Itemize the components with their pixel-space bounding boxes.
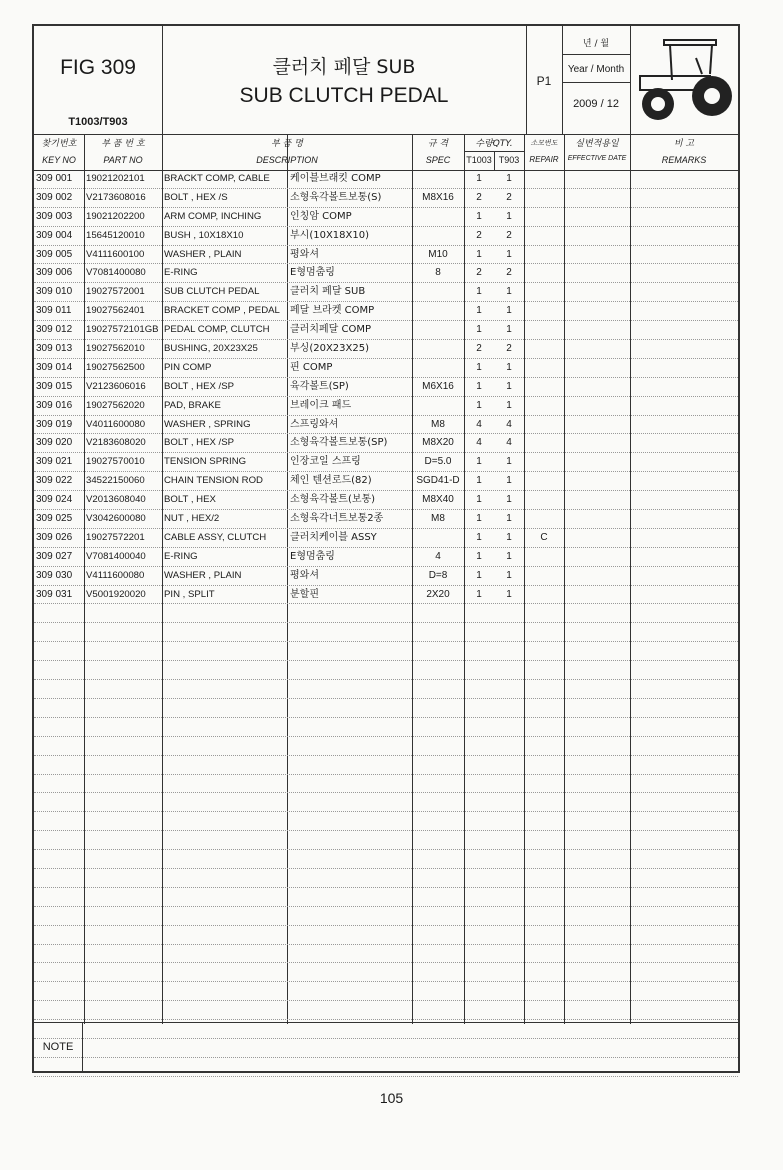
table-row: [34, 227, 738, 246]
title-korean: 클러치 페달 SUB: [272, 56, 416, 78]
cell-q2: 1: [506, 380, 512, 392]
cell-q2: 2: [506, 267, 512, 279]
cell-desc: SUB CLUTCH PEDAL: [164, 286, 260, 298]
cell-desc: BOLT , HEX: [164, 494, 216, 506]
cell-kor: 소형육각볼트보통(SP): [290, 437, 388, 449]
table-row: [34, 586, 738, 605]
cell-part: 19027572101GB: [86, 324, 159, 336]
cell-q1: 2: [476, 343, 482, 355]
figure-number: FIG 309: [60, 56, 136, 79]
cell-part: 19027562401: [86, 305, 145, 317]
cell-q2: 1: [506, 494, 512, 506]
header-description: DESCRIPTION: [256, 155, 318, 165]
cell-key: 309 019: [36, 418, 73, 430]
cell-spec: SGD41-D: [416, 475, 460, 487]
table-row: [34, 397, 738, 416]
table-row: [34, 321, 738, 340]
cell-desc: WASHER , PLAIN: [164, 248, 242, 260]
table-row: [34, 510, 738, 529]
cell-q2: 2: [506, 229, 512, 241]
cell-part: V2173608016: [86, 191, 146, 203]
cell-desc: BUSHING, 20X23X25: [164, 343, 258, 355]
cell-key: 309 025: [36, 513, 73, 525]
cell-q1: 1: [476, 456, 482, 468]
cell-key: 309 022: [36, 475, 73, 487]
table-row: [34, 963, 738, 982]
table-row: [34, 756, 738, 775]
cell-part: 19027562010: [86, 343, 145, 355]
year-month-value: 2009 / 12: [573, 98, 619, 110]
cell-q2: 1: [506, 324, 512, 336]
cell-kor: 브레이크 패드: [290, 399, 352, 411]
cell-kor: 클러치페달 COMP: [290, 324, 371, 336]
table-row: [34, 869, 738, 888]
cell-key: 309 003: [36, 210, 73, 222]
header-repair: REPAIR: [529, 155, 559, 164]
cell-q2: 4: [506, 418, 512, 430]
cell-q2: 1: [506, 475, 512, 487]
table-row: [34, 642, 738, 661]
cell-desc: BOLT , HEX /S: [164, 191, 228, 203]
cell-desc: BOLT , HEX /SP: [164, 437, 235, 449]
title-english: SUB CLUTCH PEDAL: [239, 84, 449, 107]
header-qty-t1003: T1003: [466, 155, 492, 165]
cell-q2: 2: [506, 191, 512, 203]
cell-q1: 1: [476, 399, 482, 411]
header-part-korean: 부 품 번 호: [101, 139, 145, 149]
cell-spec: M8X20: [422, 437, 454, 449]
cell-kor: 부시(10X18X10): [290, 229, 369, 241]
table-row: [34, 888, 738, 907]
year-month-korean: 년 / 월: [582, 39, 610, 49]
cell-q2: 1: [506, 305, 512, 317]
cell-q1: 4: [476, 437, 482, 449]
cell-rep: C: [540, 531, 548, 543]
table-row: [34, 302, 738, 321]
cell-part: V4011600080: [86, 418, 146, 430]
table-row: [34, 680, 738, 699]
table-row: [34, 945, 738, 964]
table-row: [34, 170, 738, 189]
cell-spec: M8X40: [422, 494, 454, 506]
cell-q1: 4: [476, 418, 482, 430]
header-part-no: PART NO: [103, 155, 143, 165]
cell-q2: 1: [506, 210, 512, 222]
cell-part: 19027572201: [86, 531, 145, 543]
cell-q1: 1: [476, 588, 482, 600]
table-row: [34, 264, 738, 283]
cell-kor: 클러치 페달 SUB: [290, 286, 366, 298]
cell-q2: 1: [506, 361, 512, 373]
cell-spec: M8: [431, 418, 445, 430]
cell-key: 309 024: [36, 494, 73, 506]
cell-part: V7081400080: [86, 267, 146, 279]
cell-desc: BUSH , 10X18X10: [164, 229, 244, 241]
header-repair-korean: 소모번도: [530, 139, 558, 147]
cell-part: V5001920020: [86, 588, 146, 600]
cell-q1: 1: [476, 531, 482, 543]
table-row: [34, 529, 738, 548]
cell-q1: 2: [476, 191, 482, 203]
cell-key: 309 001: [36, 173, 73, 184]
cell-key: 309 006: [36, 267, 73, 279]
cell-desc: CABLE ASSY, CLUTCH: [164, 531, 267, 543]
cell-key: 309 004: [36, 229, 73, 241]
table-row: [34, 548, 738, 567]
table-row: [34, 850, 738, 869]
header-qty-t903: T903: [498, 155, 520, 165]
cell-kor: 소형육각너트보통2종: [290, 513, 384, 525]
cell-key: 309 013: [36, 343, 73, 355]
cell-desc: BOLT , HEX /SP: [164, 380, 235, 392]
cell-spec: M8X16: [422, 191, 454, 203]
cell-key: 309 012: [36, 324, 73, 336]
cell-key: 309 005: [36, 248, 73, 260]
cell-q1: 1: [476, 380, 482, 392]
table-header: [34, 134, 738, 171]
cell-q1: 1: [476, 550, 482, 562]
table-row: [34, 491, 738, 510]
cell-desc: PIN , SPLIT: [164, 588, 215, 600]
cell-q2: 4: [506, 437, 512, 449]
note-label: NOTE: [34, 1023, 83, 1072]
cell-key: 309 030: [36, 569, 73, 581]
table-row: [34, 283, 738, 302]
cell-kor: E형멈춤링: [290, 267, 335, 279]
table-row: [34, 567, 738, 586]
table-row: [34, 812, 738, 831]
table-row: [34, 416, 738, 435]
cell-q1: 1: [476, 248, 482, 260]
table-row: [34, 982, 738, 1001]
cell-kor: 평와셔: [290, 248, 319, 260]
header-key-korean: 찾기번호: [41, 139, 77, 149]
cell-spec: M10: [428, 248, 448, 260]
cell-q1: 1: [476, 475, 482, 487]
cell-q2: 1: [506, 513, 512, 525]
cell-kor: 인칭암 COMP: [290, 210, 352, 222]
page-number: 105: [379, 1090, 404, 1106]
table-row: [34, 434, 738, 453]
cell-q2: 1: [506, 588, 512, 600]
cell-q1: 1: [476, 173, 482, 184]
cell-part: V2013608040: [86, 494, 146, 506]
header-desc-korean: 부 품 명: [271, 139, 303, 149]
cell-part: 19027570010: [86, 456, 145, 468]
cell-part: 19021202200: [86, 210, 145, 222]
cell-kor: 클러치케이블 ASSY: [290, 531, 377, 543]
cell-desc: E-RING: [164, 550, 198, 562]
page-code: P1: [536, 74, 552, 88]
year-month-label: Year / Month: [567, 64, 625, 75]
cell-q1: 1: [476, 210, 482, 222]
cell-kor: 케이블브래킷 COMP: [290, 173, 381, 184]
cell-kor: 육각볼트(SP): [290, 380, 349, 392]
table-row: [34, 926, 738, 945]
cell-part: 15645120010: [86, 229, 145, 241]
header-spec-korean: 규 격: [427, 139, 449, 149]
cell-q2: 1: [506, 569, 512, 581]
table-row: [34, 1001, 738, 1020]
table-row: [34, 246, 738, 265]
cell-q1: 1: [476, 361, 482, 373]
table-row: [34, 623, 738, 642]
header-key-no: KEY NO: [42, 155, 76, 165]
table-row: [34, 189, 738, 208]
header-effective-korean: 실변적용일: [575, 139, 619, 149]
cell-desc: BRACKT COMP, CABLE: [164, 173, 270, 184]
cell-part: V4111600080: [86, 569, 145, 581]
cell-q1: 1: [476, 324, 482, 336]
cell-q1: 1: [476, 569, 482, 581]
header-remarks: REMARKS: [661, 155, 707, 165]
cell-part: V2123606016: [86, 380, 146, 392]
cell-q1: 2: [476, 229, 482, 241]
header-qty: 수량QTY.: [475, 139, 513, 149]
cell-desc: WASHER , PLAIN: [164, 569, 242, 581]
parts-list: [34, 170, 738, 1077]
cell-kor: 스프링와셔: [290, 418, 339, 430]
cell-part: 19021202101: [86, 173, 145, 184]
parts-sheet: [32, 24, 740, 1073]
header-effective-date: EFFECTIVE DATE: [567, 155, 627, 162]
cell-kor: 핀 COMP: [290, 361, 333, 373]
cell-part: 19027572001: [86, 286, 145, 298]
table-row: [34, 340, 738, 359]
cell-key: 309 016: [36, 399, 73, 411]
header-remarks-korean: 비 고: [673, 139, 695, 149]
table-row: [34, 604, 738, 623]
cell-spec: D=8: [428, 569, 448, 581]
cell-q1: 1: [476, 305, 482, 317]
cell-q2: 1: [506, 531, 512, 543]
table-row: [34, 453, 738, 472]
table-row: [34, 831, 738, 850]
cell-spec: 4: [435, 550, 441, 562]
note-section: [34, 1022, 738, 1072]
cell-q2: 2: [506, 343, 512, 355]
cell-spec: 2X20: [426, 588, 450, 600]
table-row: [34, 208, 738, 227]
cell-desc: CHAIN TENSION ROD: [164, 475, 263, 487]
cell-q2: 1: [506, 248, 512, 260]
cell-q2: 1: [506, 286, 512, 298]
table-row: [34, 793, 738, 812]
cell-kor: 인장코일 스프링: [290, 456, 361, 468]
cell-part: 19027562500: [86, 361, 145, 373]
cell-part: V2183608020: [86, 437, 146, 449]
cell-part: V4111600100: [86, 248, 145, 260]
cell-kor: 평와셔: [290, 569, 319, 581]
table-row: [34, 661, 738, 680]
table-row: [34, 907, 738, 926]
cell-part: V3042600080: [86, 513, 146, 525]
cell-desc: WASHER , SPRING: [164, 418, 251, 430]
cell-kor: 소형육각볼트보통(S): [290, 191, 382, 203]
table-row: [34, 737, 738, 756]
cell-key: 309 021: [36, 456, 73, 468]
cell-q1: 1: [476, 494, 482, 506]
header-spec: SPEC: [425, 155, 451, 165]
table-row: [34, 718, 738, 737]
cell-q2: 1: [506, 456, 512, 468]
cell-desc: NUT , HEX/2: [164, 513, 220, 525]
cell-spec: D=5.0: [424, 456, 452, 468]
table-row: [34, 699, 738, 718]
cell-kor: 페달 브라켓 COMP: [290, 305, 375, 317]
model-label: T1003/T903: [68, 116, 128, 128]
cell-key: 309 011: [36, 305, 72, 317]
table-row: [34, 359, 738, 378]
cell-desc: PIN COMP: [164, 361, 212, 373]
cell-q2: 1: [506, 550, 512, 562]
cell-key: 309 031: [36, 588, 73, 600]
cell-key: 309 010: [36, 286, 73, 298]
cell-kor: 부싱(20X23X25): [290, 343, 369, 355]
table-row: [34, 378, 738, 397]
cell-q1: 1: [476, 513, 482, 525]
cell-q1: 2: [476, 267, 482, 279]
tractor-icon: [634, 34, 734, 126]
cell-q2: 1: [506, 399, 512, 411]
cell-kor: E형멈춤링: [290, 550, 335, 562]
cell-key: 309 020: [36, 437, 73, 449]
cell-desc: ARM COMP, INCHING: [164, 210, 262, 222]
cell-q2: 1: [506, 173, 512, 184]
cell-kor: 소형육각볼트(보통): [290, 494, 376, 506]
table-row: [34, 775, 738, 794]
cell-part: V7081400040: [86, 550, 146, 562]
cell-desc: PEDAL COMP, CLUTCH: [164, 324, 270, 336]
cell-key: 309 002: [36, 191, 73, 203]
cell-desc: E-RING: [164, 267, 198, 279]
cell-desc: TENSION SPRING: [164, 456, 247, 468]
cell-kor: 체인 텐션로드(82): [290, 475, 372, 487]
cell-spec: M6X16: [422, 380, 454, 392]
sheet-header: [34, 26, 738, 135]
cell-desc: PAD, BRAKE: [164, 399, 221, 411]
cell-spec: M8: [431, 513, 445, 525]
cell-desc: BRACKET COMP , PEDAL: [164, 305, 280, 317]
cell-key: 309 014: [36, 361, 73, 373]
cell-q1: 1: [476, 286, 482, 298]
table-row: [34, 472, 738, 491]
cell-spec: 8: [435, 267, 441, 279]
cell-kor: 분할핀: [290, 588, 319, 600]
cell-part: 34522150060: [86, 475, 145, 487]
cell-key: 309 027: [36, 550, 73, 562]
cell-key: 309 026: [36, 531, 73, 543]
cell-part: 19027562020: [86, 399, 145, 411]
cell-key: 309 015: [36, 380, 73, 392]
